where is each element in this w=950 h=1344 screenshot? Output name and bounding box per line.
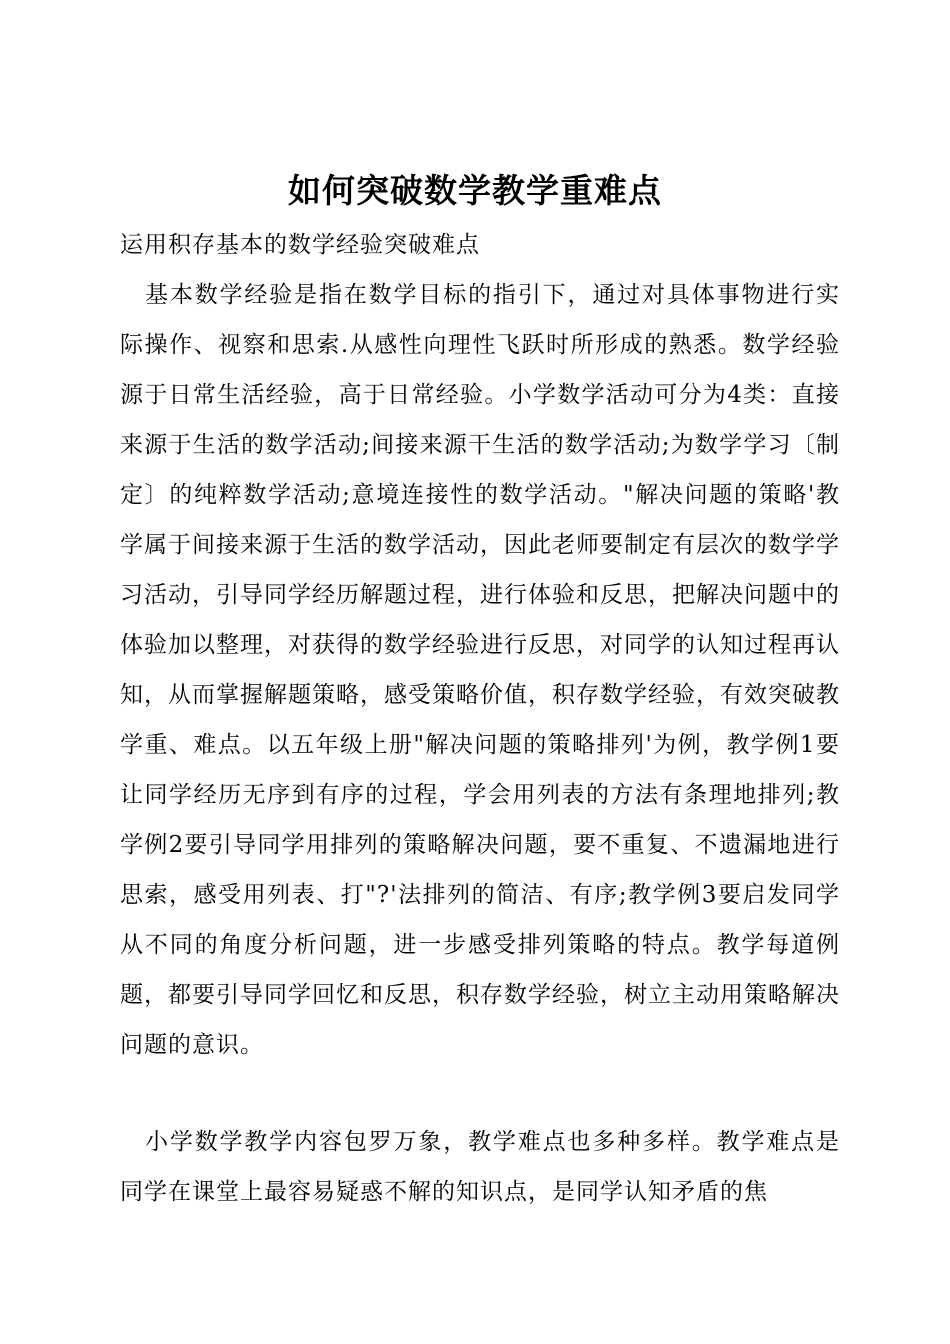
- document-title: 如何突破数学教学重难点: [288, 171, 662, 211]
- body-paragraph-2: 小学数学教学内容包罗万象，教学难点也多种多样。教学难点是同学在课堂上最容易疑惑不解的知识点，是同学认知矛盾的焦: [120, 1129, 840, 1205]
- body-paragraph-1: 基本数学经验是指在数学目标的指引下，通过对具体事物进行实际操作、视察和思索.从感性向理性飞跃时所形成的熟悉。数学经验源于日常生活经验，高于日常经验。小学数学活动可分为4类：直接来源于生活的数学活动;间接来源干生活的数学活动;为数学学习〔制定〕的纯粹数学活动;意境连接性的数学活动。"解决问题的策略'教学属于间接来源于生活的数学活动，因此老师要制定有层次的数学学习活动，引导同学经历解题过程，进行体验和反思，把解决问题中的体验加以整理，对获得的数学经验进行反思，对同学的认知过程再认知，从而掌握解题策略，感受策略价值，积存数学经验，有效突破教学重、难点。以五年级上册"解决问题的策略排列'为例，教学例1要让同学经历无序到有序的过程，学会用列表的方法有条理地排列;教学例2要引导同学用排列的策略解决问题，要不重复、不遗漏地进行思索，感受用列表、打"?'法排列的简洁、有序;教学例3要启发同学从不同的角度分析问题，进一步感受排列策略的特点。教学每道例题，都要引导同学回忆和反思，积存数学经验，树立主动用策略解决问题的意识。: [120, 282, 840, 1058]
- section-subheading: 运用积存基本的数学经验突破难点: [120, 232, 480, 258]
